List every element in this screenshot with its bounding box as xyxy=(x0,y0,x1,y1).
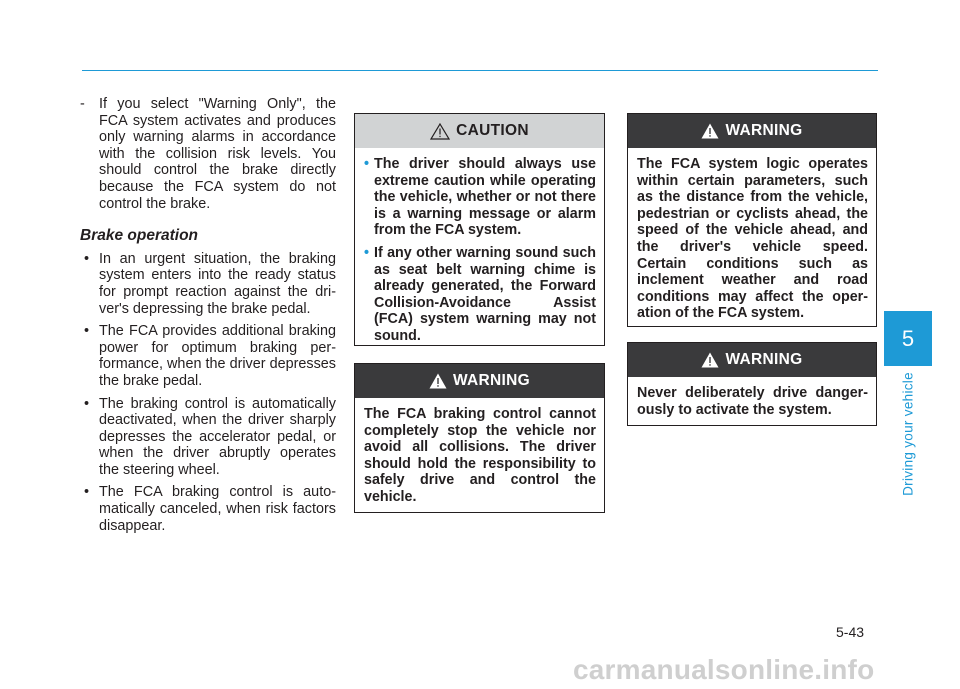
warning-header-1 xyxy=(355,364,604,398)
top-rule xyxy=(82,70,878,71)
warning-box-system-logic xyxy=(627,113,877,327)
brake-operation-heading: Brake operation xyxy=(80,227,199,245)
main-text-column xyxy=(80,96,336,540)
brake-bullet-2: • The FCA provides additional braking power for optimum braking performance, when the driver depresses the brake pedal. xyxy=(80,323,336,389)
caution-item-1: • The driver should always use extreme caution while operating the vehicle, whether or not there is a warning message or alarm from the FCA system. xyxy=(364,156,596,239)
warning-triangle-icon xyxy=(429,373,447,389)
warning-body-1: The FCA braking control cannot completely stop the vehicle nor avoid all collisions. The driver should hold the responsibility to safely drive and control the vehicle. xyxy=(364,406,596,505)
caution-box xyxy=(354,113,605,346)
warning-title-2: WARNING xyxy=(725,122,803,139)
warning-body-2: The FCA system logic operates within certain parameters, such as the distance from the vehicle, pedestrian or cyclists ahead, the speed of the vehicle ahead, and the driver's vehicle speed. Certain conditions such as inclement weather and road conditions may affect the operation of the FCA system. xyxy=(637,156,868,322)
caution-body xyxy=(355,148,604,359)
dash-mark: - xyxy=(80,96,85,112)
brake-bullet-4: • The FCA braking control is automatically canceled, when risk factors disappear. xyxy=(80,484,336,534)
warning-box-braking-control xyxy=(354,363,605,513)
warning-header-2 xyxy=(628,114,876,148)
warning-body-3: Never deliberately drive dangerously to activate the system. xyxy=(637,385,868,418)
chapter-tab: 5 xyxy=(884,311,932,366)
warning-only-text: If you select "Warning Only", the FCA system activates and produces only warning alarms in accordance with the collision risk levels. You should control the brake directly because the FCA system do not control the brake. xyxy=(99,96,336,212)
warning-header-3 xyxy=(628,343,876,377)
warning-only-paragraph xyxy=(80,96,336,212)
warning-title-3: WARNING xyxy=(725,351,803,368)
caution-header xyxy=(355,114,604,148)
chapter-label-text: Driving your vehicle xyxy=(900,372,916,496)
warning-title-1: WARNING xyxy=(452,372,530,389)
page-number: 5-43 xyxy=(836,624,865,640)
chapter-label xyxy=(891,370,925,498)
caution-title: CAUTION xyxy=(456,122,529,139)
caution-item-2: • If any other warning sound such as seat belt warning chime is already generated, the Forward Collision-Avoidance Assist (FCA) system warning may not sound. xyxy=(364,245,596,345)
warning-triangle-icon xyxy=(701,123,719,139)
warning-box-deliberate-driving xyxy=(627,342,877,426)
brake-bullet-1: • In an urgent situation, the braking system enters into the ready status for prompt reaction against the driver's depressing the brake pedal. xyxy=(80,251,336,317)
warning-triangle-icon xyxy=(701,352,719,368)
caution-triangle-icon xyxy=(430,123,450,140)
brake-bullet-3: • The braking control is automatically deactivated, when the driver sharply depresses the accelerator pedal, or when the driver abruptly operates the steering wheel. xyxy=(80,396,336,479)
watermark: carmanualsonline.info xyxy=(573,654,875,685)
